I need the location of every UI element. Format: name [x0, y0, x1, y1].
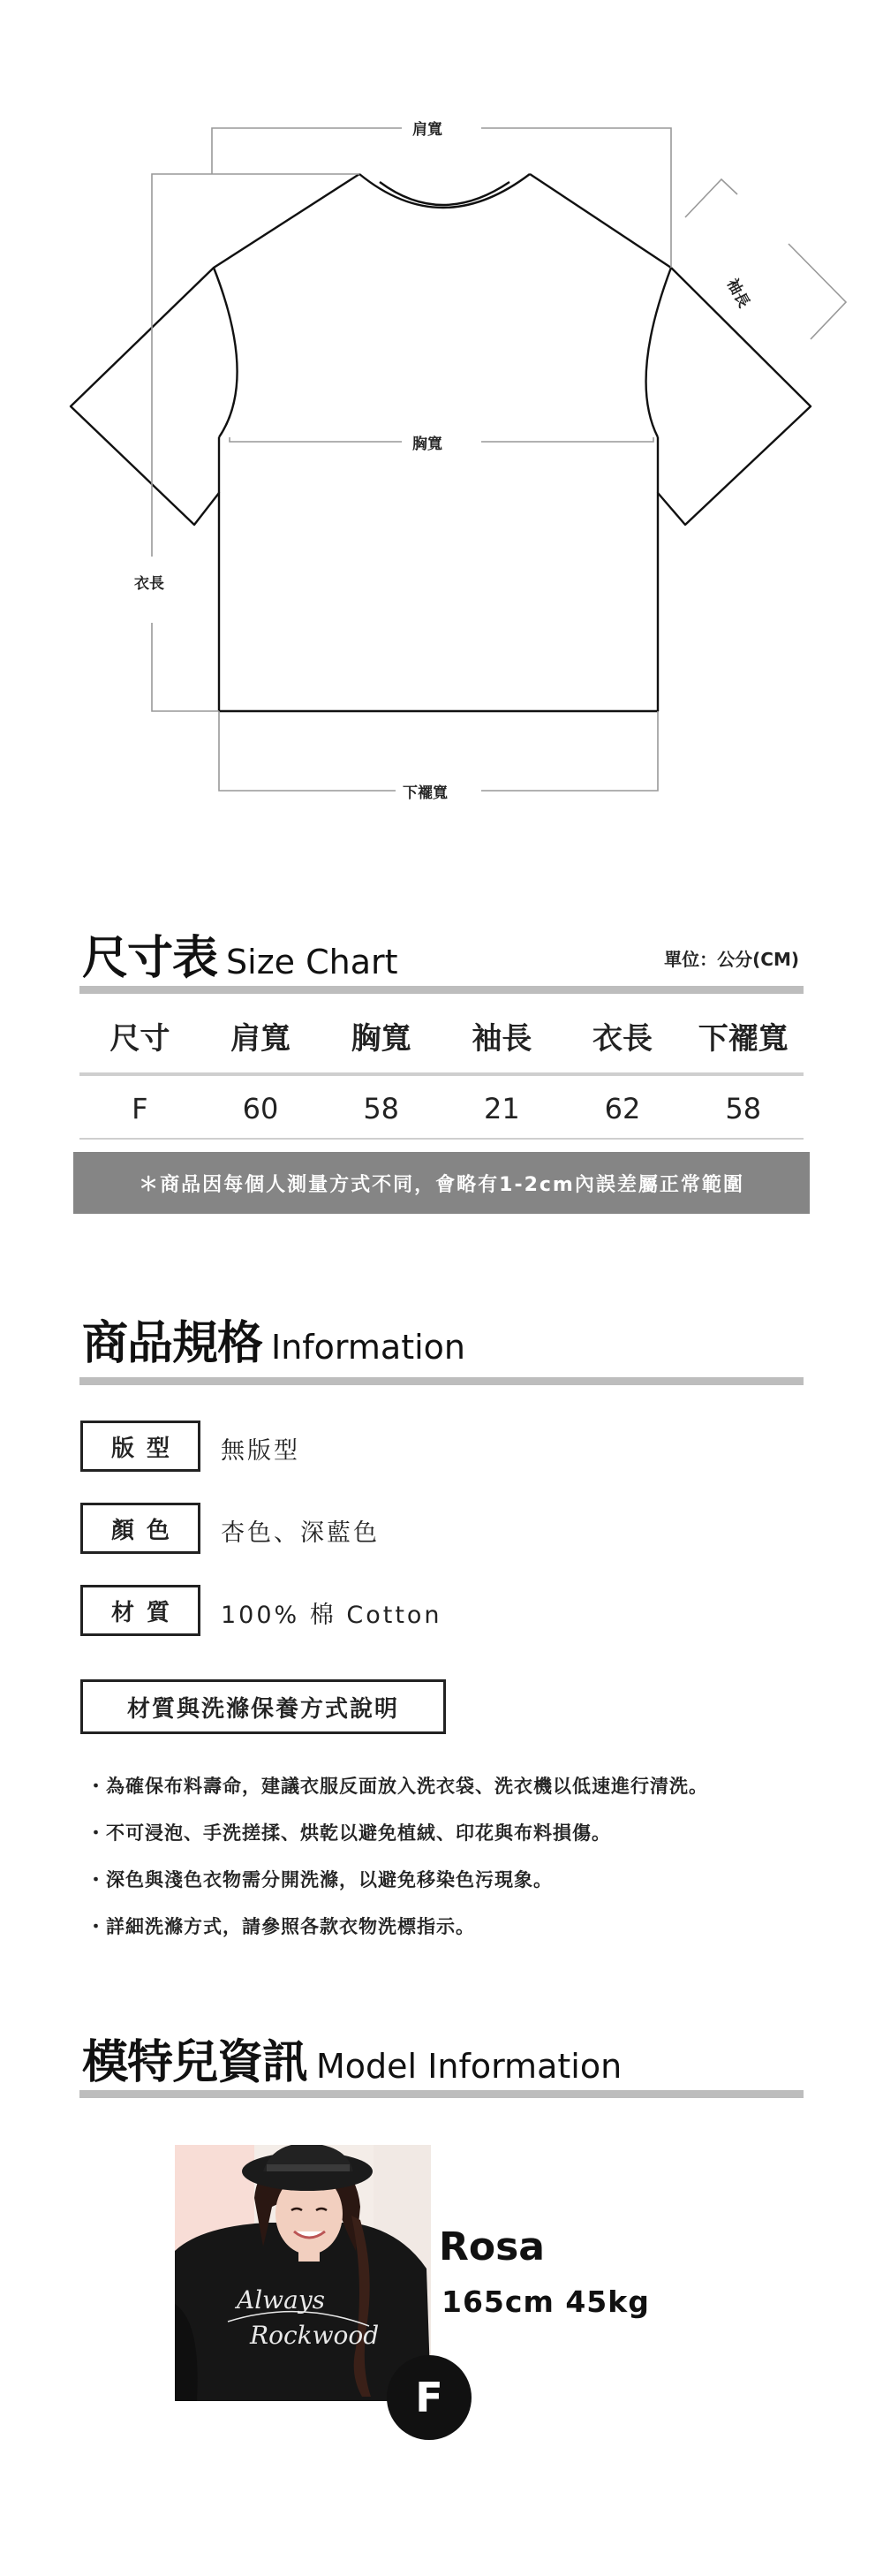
length-label: 衣長	[127, 571, 171, 593]
model-size-badge: F	[387, 2355, 472, 2440]
header-length: 衣長	[592, 1021, 653, 1057]
care-item: ・為確保布料壽命，建議衣服反面放入洗衣袋、洗衣機以低速進行清洗。	[87, 1776, 708, 1797]
care-item: ・深色與淺色衣物需分開洗滌，以避免移染色污現象。	[87, 1869, 553, 1890]
spec-label-color: 顏色	[80, 1503, 200, 1554]
spec-value-material: 100% 棉 Cotton	[221, 1602, 442, 1629]
info-title-en: Information	[271, 1328, 465, 1367]
table-row	[79, 1092, 804, 1125]
model-divider	[79, 2090, 804, 2098]
measurement-note: ＊商品因每個人測量方式不同，會略有1-2cm內誤差屬正常範圍	[73, 1152, 810, 1214]
header-chest: 胸寬	[351, 1021, 411, 1057]
cell-sleeve: 21	[483, 1092, 520, 1125]
cell-length: 62	[604, 1092, 641, 1125]
spec-value-color: 杏色、深藍色	[221, 1519, 380, 1547]
header-size: 尺寸	[109, 1021, 170, 1057]
left-armhole	[214, 268, 238, 437]
info-divider	[79, 1377, 804, 1385]
info-title	[82, 1306, 465, 1372]
sleeve-label: 袖長	[722, 276, 753, 311]
header-shoulder: 肩寬	[230, 1021, 291, 1057]
size-chart-title-zh: 尺寸表	[82, 932, 218, 985]
header-hem: 下襬寬	[698, 1021, 789, 1057]
shirt-print-line2: Rockwood	[250, 2321, 380, 2350]
model-illustration	[175, 2145, 431, 2401]
model-title-en: Model Information	[316, 2047, 623, 2086]
size-table-header	[79, 1014, 804, 1057]
chest-label: 胸寬	[405, 431, 449, 453]
model-stats: 165cm 45kg	[442, 2284, 650, 2319]
model-title	[82, 2025, 622, 2091]
info-title-zh: 商品規格	[82, 1317, 263, 1370]
hem-label: 下襬寬	[396, 780, 455, 802]
unit-label: 單位：公分(CM)	[664, 949, 799, 970]
shoulder-label: 肩寬	[405, 117, 449, 139]
cell-chest: 58	[363, 1092, 400, 1125]
collar-inner	[380, 182, 509, 205]
model-name: Rosa	[439, 2224, 545, 2269]
cell-shoulder: 60	[242, 1092, 279, 1125]
cell-hem: 58	[725, 1092, 762, 1125]
care-title: 材質與洗滌保養方式說明	[80, 1679, 446, 1734]
table-rule	[79, 1072, 804, 1076]
cell-size: F	[132, 1092, 148, 1125]
model-title-zh: 模特兒資訊	[82, 2036, 308, 2089]
table-bottom-rule	[79, 1138, 804, 1140]
size-chart-title	[82, 921, 398, 987]
spec-value-fit: 無版型	[221, 1437, 300, 1465]
care-item: ・詳細洗滌方式，請參照各款衣物洗標指示。	[87, 1916, 475, 1937]
header-sleeve: 袖長	[472, 1021, 532, 1057]
size-chart-divider	[79, 986, 804, 994]
tshirt-diagram	[0, 0, 883, 839]
size-chart-title-en: Size Chart	[226, 943, 398, 981]
model-photo	[175, 2145, 431, 2401]
care-item: ・不可浸泡、手洗搓揉、烘乾以避免植絨、印花與布料損傷。	[87, 1822, 611, 1844]
spec-label-material: 材質	[80, 1585, 200, 1636]
right-armhole	[646, 268, 671, 437]
shirt-print-line1: Always	[237, 2285, 326, 2315]
spec-label-fit: 版型	[80, 1421, 200, 1472]
collar-outer	[359, 174, 530, 208]
